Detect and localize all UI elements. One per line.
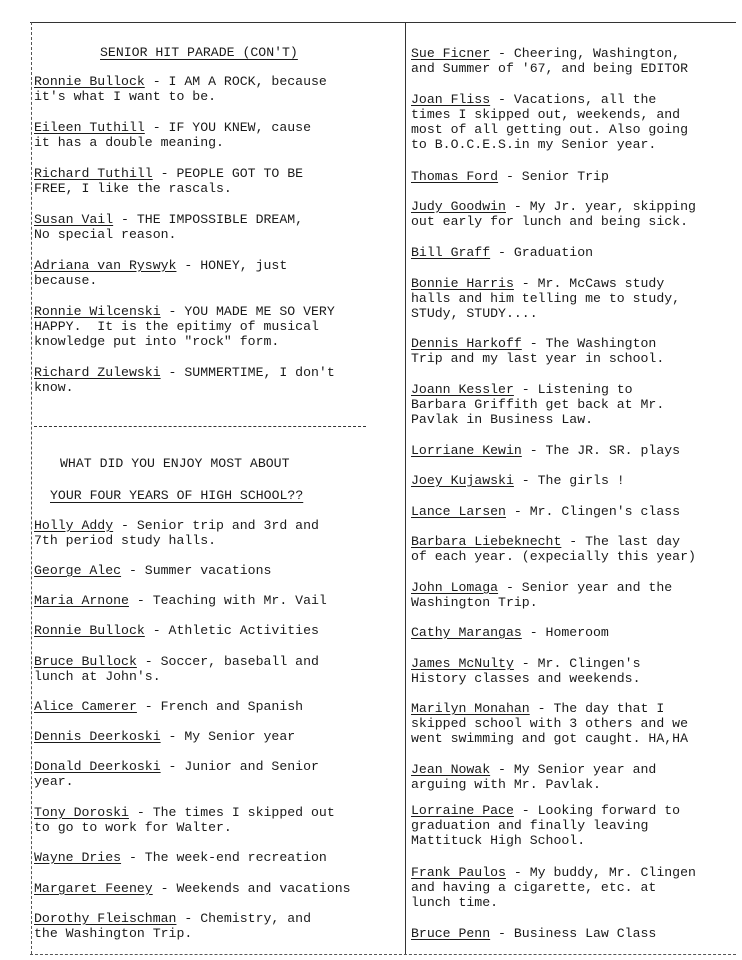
entry-line xyxy=(34,881,351,896)
entry-text: skipped school with 3 others and we xyxy=(411,716,688,731)
entry xyxy=(34,699,303,714)
entry-text: FREE, I like the rascals. xyxy=(34,181,232,196)
entry-line xyxy=(34,805,335,820)
entry-line xyxy=(34,911,311,926)
student-name: Joan Fliss xyxy=(411,92,491,107)
entry-text: out early for lunch and being sick. xyxy=(411,214,688,229)
entry-text: - Weekends and vacations xyxy=(152,881,351,896)
student-name: Judy Goodwin xyxy=(411,199,506,214)
entry-line xyxy=(411,306,680,321)
entry-line xyxy=(411,336,664,351)
entry-text: - My Jr. year, skipping xyxy=(505,199,696,214)
entry-text: - THE IMPOSSIBLE DREAM, xyxy=(113,212,304,227)
entry-line xyxy=(411,534,696,549)
entry-text: - SUMMERTIME, I don't xyxy=(160,365,335,380)
student-name: Adriana van Ryswyk xyxy=(34,258,177,273)
student-name: Barbara Liebeknecht xyxy=(411,534,562,549)
student-name: Maria Arnone xyxy=(34,593,129,608)
entry-text: - The Washington xyxy=(521,336,657,351)
entry-text: - IF YOU KNEW, cause xyxy=(144,120,311,135)
entry-text: and having a cigarette, etc. at xyxy=(411,880,657,895)
entry-text: it's what I want to be. xyxy=(34,89,217,104)
student-name: Richard Tuthill xyxy=(34,166,153,181)
entry xyxy=(411,276,680,321)
entry-text: Mattituck High School. xyxy=(411,833,586,848)
entry-line xyxy=(411,595,672,610)
entry-text: lunch time. xyxy=(411,895,499,910)
entry-text: - Chemistry, and xyxy=(176,911,311,926)
entry-line xyxy=(411,443,680,458)
entry-line xyxy=(34,380,335,395)
entry xyxy=(411,580,672,610)
entry-line xyxy=(34,304,335,319)
entry xyxy=(34,518,319,548)
section-divider xyxy=(34,426,366,427)
entry-line xyxy=(34,120,311,135)
entry xyxy=(411,762,656,792)
entry-text: - I AM A ROCK, because xyxy=(144,74,327,89)
entry-text: most of all getting out. Also going xyxy=(411,122,688,137)
entry-text: graduation and finally leaving xyxy=(411,818,649,833)
entry xyxy=(411,169,609,184)
student-name: Richard Zulewski xyxy=(34,365,161,380)
entry-text: STUdy, STUDY.... xyxy=(411,306,538,321)
entry-text: Trip and my last year in school. xyxy=(411,351,665,366)
entry xyxy=(411,473,625,488)
entry xyxy=(411,534,696,564)
entry xyxy=(34,166,303,196)
student-name: Lorraine Pace xyxy=(411,803,514,818)
student-name: James McNulty xyxy=(411,656,514,671)
entry xyxy=(411,92,688,152)
entry-line xyxy=(411,92,688,107)
entry-line xyxy=(411,382,664,397)
entry-text: History classes and weekends. xyxy=(411,671,641,686)
entry-text: - The girls ! xyxy=(513,473,625,488)
entry-text: Barbara Griffith get back at Mr. xyxy=(411,397,665,412)
entry-text: - The times I skipped out xyxy=(128,805,335,820)
entry xyxy=(34,593,327,608)
entry-text: - Junior and Senior xyxy=(160,759,319,774)
student-name: Lance Larsen xyxy=(411,504,506,519)
page-border-top xyxy=(30,22,736,23)
entry xyxy=(411,803,680,848)
entry-line xyxy=(411,46,688,61)
entry-line xyxy=(411,701,688,716)
entry-line xyxy=(411,351,664,366)
entry-line xyxy=(411,580,672,595)
entry-line xyxy=(411,716,688,731)
entry-text: No special reason. xyxy=(34,227,177,242)
entry xyxy=(411,865,696,910)
entry-line xyxy=(34,593,327,608)
student-name: Ronnie Wilcenski xyxy=(34,304,161,319)
entry-text: went swimming and got caught. HA,HA xyxy=(411,731,688,746)
entry-text: - Vacations, all the xyxy=(490,92,657,107)
student-name: Margaret Feeney xyxy=(34,881,153,896)
entry-line xyxy=(411,122,688,137)
entry-line xyxy=(34,227,303,242)
entry xyxy=(34,74,327,104)
student-name: Holly Addy xyxy=(34,518,114,533)
entry xyxy=(34,881,351,896)
entry-text: the Washington Trip. xyxy=(34,926,193,941)
student-name: Lorriane Kewin xyxy=(411,443,522,458)
entry-text: - Mr. McCaws study xyxy=(513,276,665,291)
entry xyxy=(34,850,327,865)
section-title: SENIOR HIT PARADE (CON'T) xyxy=(100,45,298,60)
student-name: Jean Nowak xyxy=(411,762,491,777)
entry-line xyxy=(411,245,593,260)
entry-text: it has a double meaning. xyxy=(34,135,224,150)
entry xyxy=(34,563,271,578)
student-name: Donald Deerkoski xyxy=(34,759,161,774)
entry-line xyxy=(411,214,696,229)
entry-line xyxy=(34,518,319,533)
student-name: Dennis Harkoff xyxy=(411,336,522,351)
entry-text: - The last day xyxy=(561,534,681,549)
question-heading-line1: WHAT DID YOU ENJOY MOST ABOUT xyxy=(60,456,290,471)
entry xyxy=(411,701,688,746)
student-name: Cathy Marangas xyxy=(411,625,522,640)
student-name: Susan Vail xyxy=(34,212,114,227)
entry xyxy=(34,759,319,789)
entry-text: - HONEY, just xyxy=(176,258,288,273)
student-name: Alice Camerer xyxy=(34,699,137,714)
entry xyxy=(411,46,688,76)
entry-line xyxy=(34,273,287,288)
entry-text: - French and Spanish xyxy=(136,699,304,714)
entry-line xyxy=(34,334,335,349)
entry-text: - Summer vacations xyxy=(121,563,272,578)
entry-line xyxy=(34,850,327,865)
entry xyxy=(411,245,593,260)
entry-text: because. xyxy=(34,273,98,288)
entry-line xyxy=(34,926,311,941)
entry-text: of each year. (expecially this year) xyxy=(411,549,696,564)
entry-text: Pavlak in Business Law. xyxy=(411,412,594,427)
entry-line xyxy=(34,74,327,89)
entry-text: - The JR. SR. plays xyxy=(521,443,681,458)
entry-text: HAPPY. It is the epitimy of musical xyxy=(34,319,319,334)
entry-text: and Summer of '67, and being EDITOR xyxy=(411,61,688,76)
entry-line xyxy=(411,625,609,640)
student-name: Frank Paulos xyxy=(411,865,506,880)
entry-text: - Business Law Class xyxy=(490,926,657,941)
column-divider xyxy=(405,22,406,954)
entry-line xyxy=(34,166,303,181)
entry-line xyxy=(411,107,688,122)
entry-line xyxy=(411,671,641,686)
entry xyxy=(411,382,664,427)
student-name: Marilyn Monahan xyxy=(411,701,530,716)
student-name: Joann Kessler xyxy=(411,382,514,397)
student-name: Wayne Dries xyxy=(34,850,122,865)
entry-text: - Looking forward to xyxy=(513,803,681,818)
entry-line xyxy=(34,820,335,835)
student-name: Bill Graff xyxy=(411,245,491,260)
entry xyxy=(411,199,696,229)
entry-line xyxy=(411,504,680,519)
student-name: Joey Kujawski xyxy=(411,473,514,488)
entry-text: - My buddy, Mr. Clingen xyxy=(505,865,696,880)
entry-line xyxy=(411,137,688,152)
entry-line xyxy=(411,818,680,833)
entry xyxy=(411,443,680,458)
entry xyxy=(34,911,311,941)
entry-text: Washington Trip. xyxy=(411,595,538,610)
entry-line xyxy=(34,212,303,227)
entry-line xyxy=(34,669,319,684)
entry-line xyxy=(34,623,319,638)
entry-text: lunch at John's. xyxy=(34,669,161,684)
entry-text: - Graduation xyxy=(490,245,594,260)
entry-line xyxy=(34,258,287,273)
entry-line xyxy=(411,777,656,792)
entry xyxy=(34,805,335,835)
entry-text: - The day that I xyxy=(529,701,665,716)
entry-line xyxy=(34,774,319,789)
entry-text: times I skipped out, weekends, and xyxy=(411,107,681,122)
entry-line xyxy=(411,656,641,671)
entry-line xyxy=(411,833,680,848)
entry-line xyxy=(34,89,327,104)
student-name: George Alec xyxy=(34,563,122,578)
entry-text: - PEOPLE GOT TO BE xyxy=(152,166,304,181)
entry-line xyxy=(34,533,319,548)
student-name: Ronnie Bullock xyxy=(34,74,145,89)
entry-line xyxy=(411,762,656,777)
entry-line xyxy=(411,169,609,184)
entry-text: - Senior Trip xyxy=(498,169,609,184)
entry-line xyxy=(411,880,696,895)
student-name: Bruce Penn xyxy=(411,926,491,941)
entry-text: arguing with Mr. Pavlak. xyxy=(411,777,601,792)
entry-line xyxy=(411,926,656,941)
entry-line xyxy=(34,654,319,669)
entry-text: - Athletic Activities xyxy=(144,623,319,638)
entry xyxy=(411,504,680,519)
entry xyxy=(34,120,311,150)
entry-text: - My Senior year and xyxy=(490,762,657,777)
student-name: Ronnie Bullock xyxy=(34,623,145,638)
entry-line xyxy=(411,276,680,291)
entry-line xyxy=(34,135,311,150)
entry-text: - Soccer, baseball and xyxy=(136,654,319,669)
student-name: Tony Doroski xyxy=(34,805,129,820)
entry-text: - Mr. Clingen's xyxy=(513,656,641,671)
entry-line xyxy=(411,199,696,214)
student-name: Thomas Ford xyxy=(411,169,499,184)
entry-line xyxy=(411,397,664,412)
entry-text: - Mr. Clingen's class xyxy=(505,504,681,519)
student-name: Bruce Bullock xyxy=(34,654,137,669)
entry-line xyxy=(411,865,696,880)
entry-line xyxy=(34,699,303,714)
page-border-left xyxy=(31,22,32,954)
entry-text: 7th period study halls. xyxy=(34,533,217,548)
entry-text: - YOU MADE ME SO VERY xyxy=(160,304,335,319)
entry-text: - Homeroom xyxy=(521,625,609,640)
entry-line xyxy=(34,365,335,380)
entry-line xyxy=(411,803,680,818)
page-border-bottom xyxy=(30,954,736,955)
entry-text: knowledge put into "rock" form. xyxy=(34,334,280,349)
entry xyxy=(34,623,319,638)
entry-line xyxy=(411,549,696,564)
entry xyxy=(411,656,641,686)
entry xyxy=(34,304,335,349)
entry-text: - Cheering, Washington, xyxy=(490,46,681,61)
entry-line xyxy=(34,181,303,196)
entry xyxy=(34,729,295,744)
entry-text: - Senior year and the xyxy=(498,580,673,595)
entry xyxy=(34,212,303,242)
entry-text: - Listening to xyxy=(513,382,633,397)
question-heading-line2: YOUR FOUR YEARS OF HIGH SCHOOL?? xyxy=(50,488,304,503)
entry xyxy=(411,336,664,366)
entry-text: - Senior trip and 3rd and xyxy=(113,518,319,533)
entry-line xyxy=(411,291,680,306)
entry-line xyxy=(34,729,295,744)
entry-line xyxy=(34,759,319,774)
student-name: Eileen Tuthill xyxy=(34,120,145,135)
student-name: John Lomaga xyxy=(411,580,499,595)
entry xyxy=(411,926,656,941)
entry xyxy=(34,654,319,684)
entry-line xyxy=(34,563,271,578)
entry xyxy=(34,258,287,288)
entry-text: know. xyxy=(34,380,74,395)
entry-text: to B.O.C.E.S.in my Senior year. xyxy=(411,137,657,152)
entry-text: to go to work for Walter. xyxy=(34,820,232,835)
entry xyxy=(411,625,609,640)
entry-text: year. xyxy=(34,774,74,789)
entry-line xyxy=(411,731,688,746)
entry xyxy=(34,365,335,395)
entry-text: - The week-end recreation xyxy=(121,850,327,865)
student-name: Dorothy Fleischman xyxy=(34,911,177,926)
entry-line xyxy=(411,895,696,910)
entry-text: - My Senior year xyxy=(160,729,296,744)
entry-line xyxy=(411,61,688,76)
student-name: Sue Ficner xyxy=(411,46,491,61)
entry-line xyxy=(411,412,664,427)
entry-text: - Teaching with Mr. Vail xyxy=(128,593,327,608)
entry-line xyxy=(34,319,335,334)
student-name: Dennis Deerkoski xyxy=(34,729,161,744)
student-name: Bonnie Harris xyxy=(411,276,514,291)
entry-text: halls and him telling me to study, xyxy=(411,291,681,306)
entry-line xyxy=(411,473,625,488)
